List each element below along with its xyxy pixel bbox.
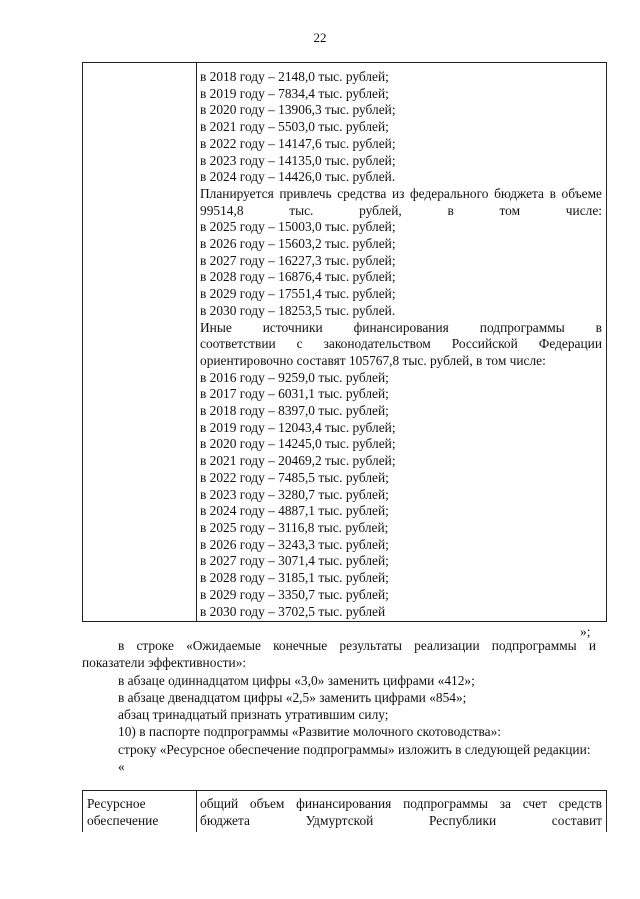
closing-quote: »;	[580, 624, 591, 639]
funding-year-line: в 2021 году – 20469,2 тыс. рублей;	[200, 453, 396, 469]
funding-year-line: в 2024 году – 14426,0 тыс. рублей.	[200, 169, 396, 185]
page-number: 22	[313, 30, 327, 45]
opening-quote: «	[118, 759, 125, 775]
funding-year-line: в 2025 году – 15003,0 тыс. рублей;	[200, 219, 396, 235]
funding-year-line: в 2029 году – 3350,7 тыс. рублей;	[200, 586, 389, 602]
funding-year-line: в 2030 году – 18253,5 тыс. рублей.	[200, 302, 396, 318]
funding-year-line: в 2019 году – 7834,4 тыс. рублей;	[200, 85, 389, 101]
funding-year-line: в 2028 году – 16876,4 тыс. рублей;	[200, 269, 396, 285]
funding-year-line: в 2020 году – 14245,0 тыс. рублей;	[200, 436, 396, 452]
funding-year-line: в 2029 году – 17551,4 тыс. рублей;	[200, 286, 396, 302]
funding-year-line: в 2025 году – 3116,8 тыс. рублей;	[200, 519, 389, 535]
federal-funding-intro: Планируется привлечь средства из федерального бюджета в объеме 99514,8 тыс. рублей, в том числе:	[200, 185, 602, 218]
other-funding-intro-line-2: соответствии с законодательством Российской Федерации	[200, 336, 602, 352]
paragraph-replace-3-0: в абзаце одиннадцатом цифры «3,0» заменить цифрами «412»;	[118, 672, 475, 688]
funding-year-line: в 2027 году – 16227,3 тыс. рублей;	[200, 252, 396, 268]
funding-year-line: в 2023 году – 3280,7 тыс. рублей;	[200, 486, 389, 502]
federal-funding-lines	[200, 219, 602, 319]
amendment-text	[82, 637, 596, 775]
other-funding-intro-line-3: ориентировочно составят 105767,8 тыс. рублей, в том числе:	[200, 352, 546, 368]
funding-year-line: в 2017 году – 6031,1 тыс. рублей;	[200, 386, 389, 402]
resource-label-line-2: обеспечение	[87, 813, 159, 828]
funding-year-line: в 2030 году – 3702,5 тыс. рублей	[200, 603, 386, 619]
funding-year-line: в 2022 году – 7485,5 тыс. рублей;	[200, 469, 389, 485]
paragraph-item-10: 10) в паспорте подпрограммы «Развитие молочного скотоводства»:	[118, 724, 502, 740]
funding-year-line: в 2027 году – 3071,4 тыс. рублей;	[200, 553, 389, 569]
resource-table	[82, 790, 607, 832]
resource-label-line-1: Ресурсное	[87, 796, 146, 811]
paragraph-replace-2-5: в абзаце двенадцатом цифры «2,5» заменить цифрами «854»;	[118, 689, 467, 705]
funding-year-line: в 2022 году – 14147,6 тыс. рублей;	[200, 135, 396, 151]
funding-year-line: в 2028 году – 3185,1 тыс. рублей;	[200, 570, 389, 586]
funding-year-line: в 2018 году – 8397,0 тыс. рублей;	[200, 403, 389, 419]
funding-year-line: в 2018 году – 2148,0 тыс. рублей;	[200, 69, 389, 84]
other-funding-intro-line-1: Иные источники финансирования подпрограммы в	[200, 319, 602, 335]
funding-year-line: в 2020 году – 13906,3 тыс. рублей;	[200, 102, 396, 118]
funding-year-line: в 2024 году – 4887,1 тыс. рублей;	[200, 503, 389, 519]
table-divider	[196, 63, 197, 621]
table-divider	[196, 791, 197, 832]
funding-year-line: в 2023 году – 14135,0 тыс. рублей;	[200, 152, 396, 168]
regional-funding-lines	[200, 69, 602, 186]
funding-table	[82, 62, 607, 622]
funding-year-line: в 2019 году – 12043,4 тыс. рублей;	[200, 419, 396, 435]
funding-year-line: в 2026 году – 3243,3 тыс. рублей;	[200, 536, 389, 552]
resource-content: общий объем финансирования подпрограммы за счет средств бюджета Удмуртской Республики составит	[200, 796, 602, 828]
funding-year-line: в 2026 году – 15603,2 тыс. рублей;	[200, 236, 396, 252]
paragraph-resource-line: строку «Ресурсное обеспечение подпрограммы» изложить в следующей редакции:	[118, 741, 591, 757]
resource-label	[87, 795, 192, 829]
funding-year-line: в 2021 году – 5503,0 тыс. рублей;	[200, 119, 389, 135]
funding-cell	[200, 69, 602, 620]
paragraph-paragraph-13-void: абзац тринадцатый признать утратившим силу;	[118, 707, 389, 723]
funding-year-line: в 2016 году – 9259,0 тыс. рублей;	[200, 369, 389, 385]
paragraph-expected-results: в строке «Ожидаемые конечные результаты реализации подпрограммы и показатели эффективности»:	[82, 638, 596, 671]
other-funding-lines	[200, 370, 602, 621]
